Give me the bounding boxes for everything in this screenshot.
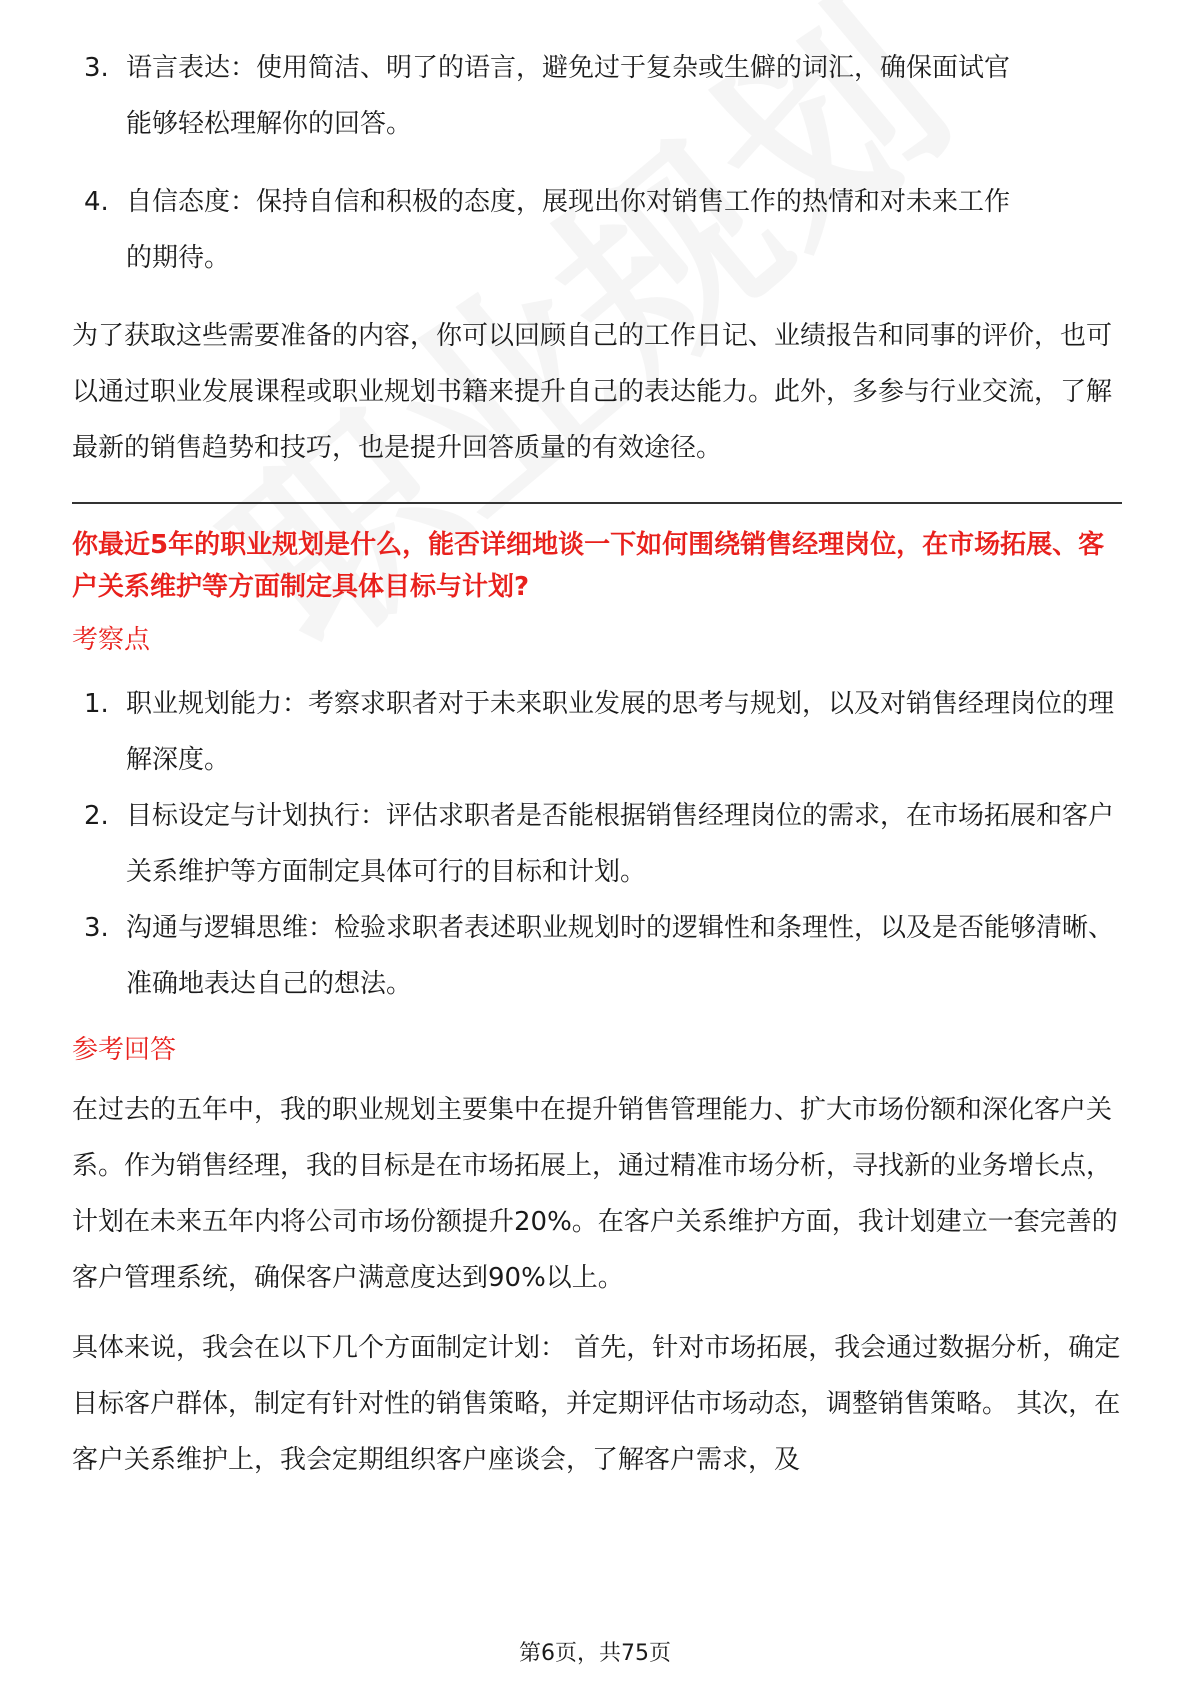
list-item bbox=[72, 174, 1122, 286]
list-text: 目标设定与计划执行：评估求职者是否能根据销售经理岗位的需求，在市场拓展和客户关系维护等方面制定具体可行的目标和计划。 bbox=[126, 801, 1115, 887]
answer-paragraph: 具体来说，我会在以下几个方面制定计划： 首先，针对市场拓展，我会通过数据分析，确定目标客户群体，制定有针对性的销售策略，并定期评估市场动态，调整销售策略。 其次，在客户关系维护上，我会定期组织客户座谈会，了解客户需求，及 bbox=[72, 1333, 1121, 1475]
focus-heading: 考察点 bbox=[72, 625, 151, 655]
document-page bbox=[72, 40, 1122, 1488]
list-text bbox=[126, 53, 1010, 139]
list-number: 4. bbox=[84, 187, 109, 217]
list-text-line: 能够轻松理解你的回答。 bbox=[126, 109, 413, 139]
list-text-line: 的期待。 bbox=[126, 243, 231, 273]
list-text: 沟通与逻辑思维：检验求职者表述职业规划时的逻辑性和条理性，以及是否能够清晰、准确地表达自己的想法。 bbox=[126, 913, 1115, 999]
list-item bbox=[72, 40, 1122, 152]
prep-paragraph: 为了获取这些需要准备的内容，你可以回顾自己的工作日记、业绩报告和同事的评价，也可以通过职业发展课程或职业规划书籍来提升自己的表达能力。此外，多参与行业交流，了解最新的销售趋势和技巧，也是提升回答质量的有效途径。 bbox=[72, 321, 1113, 463]
list-number: 3. bbox=[84, 53, 109, 83]
page-footer: 第6页，共75页 bbox=[519, 1641, 671, 1666]
list-item bbox=[72, 900, 1122, 1012]
answer-heading: 参考回答 bbox=[72, 1035, 177, 1065]
list-item bbox=[72, 676, 1122, 788]
focus-list bbox=[72, 676, 1122, 1012]
answer-paragraph: 在过去的五年中，我的职业规划主要集中在提升销售管理能力、扩大市场份额和深化客户关系。作为销售经理，我的目标是在市场拓展上，通过精准市场分析，寻找新的业务增长点，计划在未来五年内将公司市场份额提升20%。在客户关系维护方面，我计划建立一套完善的客户管理系统，确保客户满意度达到90%以上。 bbox=[72, 1095, 1118, 1293]
list-text-line: 自信态度：保持自信和积极的态度，展现出你对销售工作的热情和对未来工作 bbox=[126, 187, 1011, 217]
list-text-line: 语言表达：使用简洁、明了的语言，避免过于复杂或生僻的词汇，确保面试官 bbox=[126, 53, 1011, 83]
list-number: 2. bbox=[84, 801, 109, 831]
list-text: 职业规划能力：考察求职者对于未来职业发展的思考与规划，以及对销售经理岗位的理解深度。 bbox=[126, 689, 1115, 775]
list-number: 3. bbox=[84, 913, 109, 943]
tips-list bbox=[72, 40, 1122, 286]
interview-question: 你最近5年的职业规划是什么，能否详细地谈一下如何围绕销售经理岗位，在市场拓展、客户关系维护等方面制定具体目标与计划? bbox=[72, 530, 1105, 602]
list-text bbox=[126, 187, 1010, 273]
list-item bbox=[72, 788, 1122, 900]
list-number: 1. bbox=[84, 689, 109, 719]
section-divider bbox=[72, 502, 1122, 504]
